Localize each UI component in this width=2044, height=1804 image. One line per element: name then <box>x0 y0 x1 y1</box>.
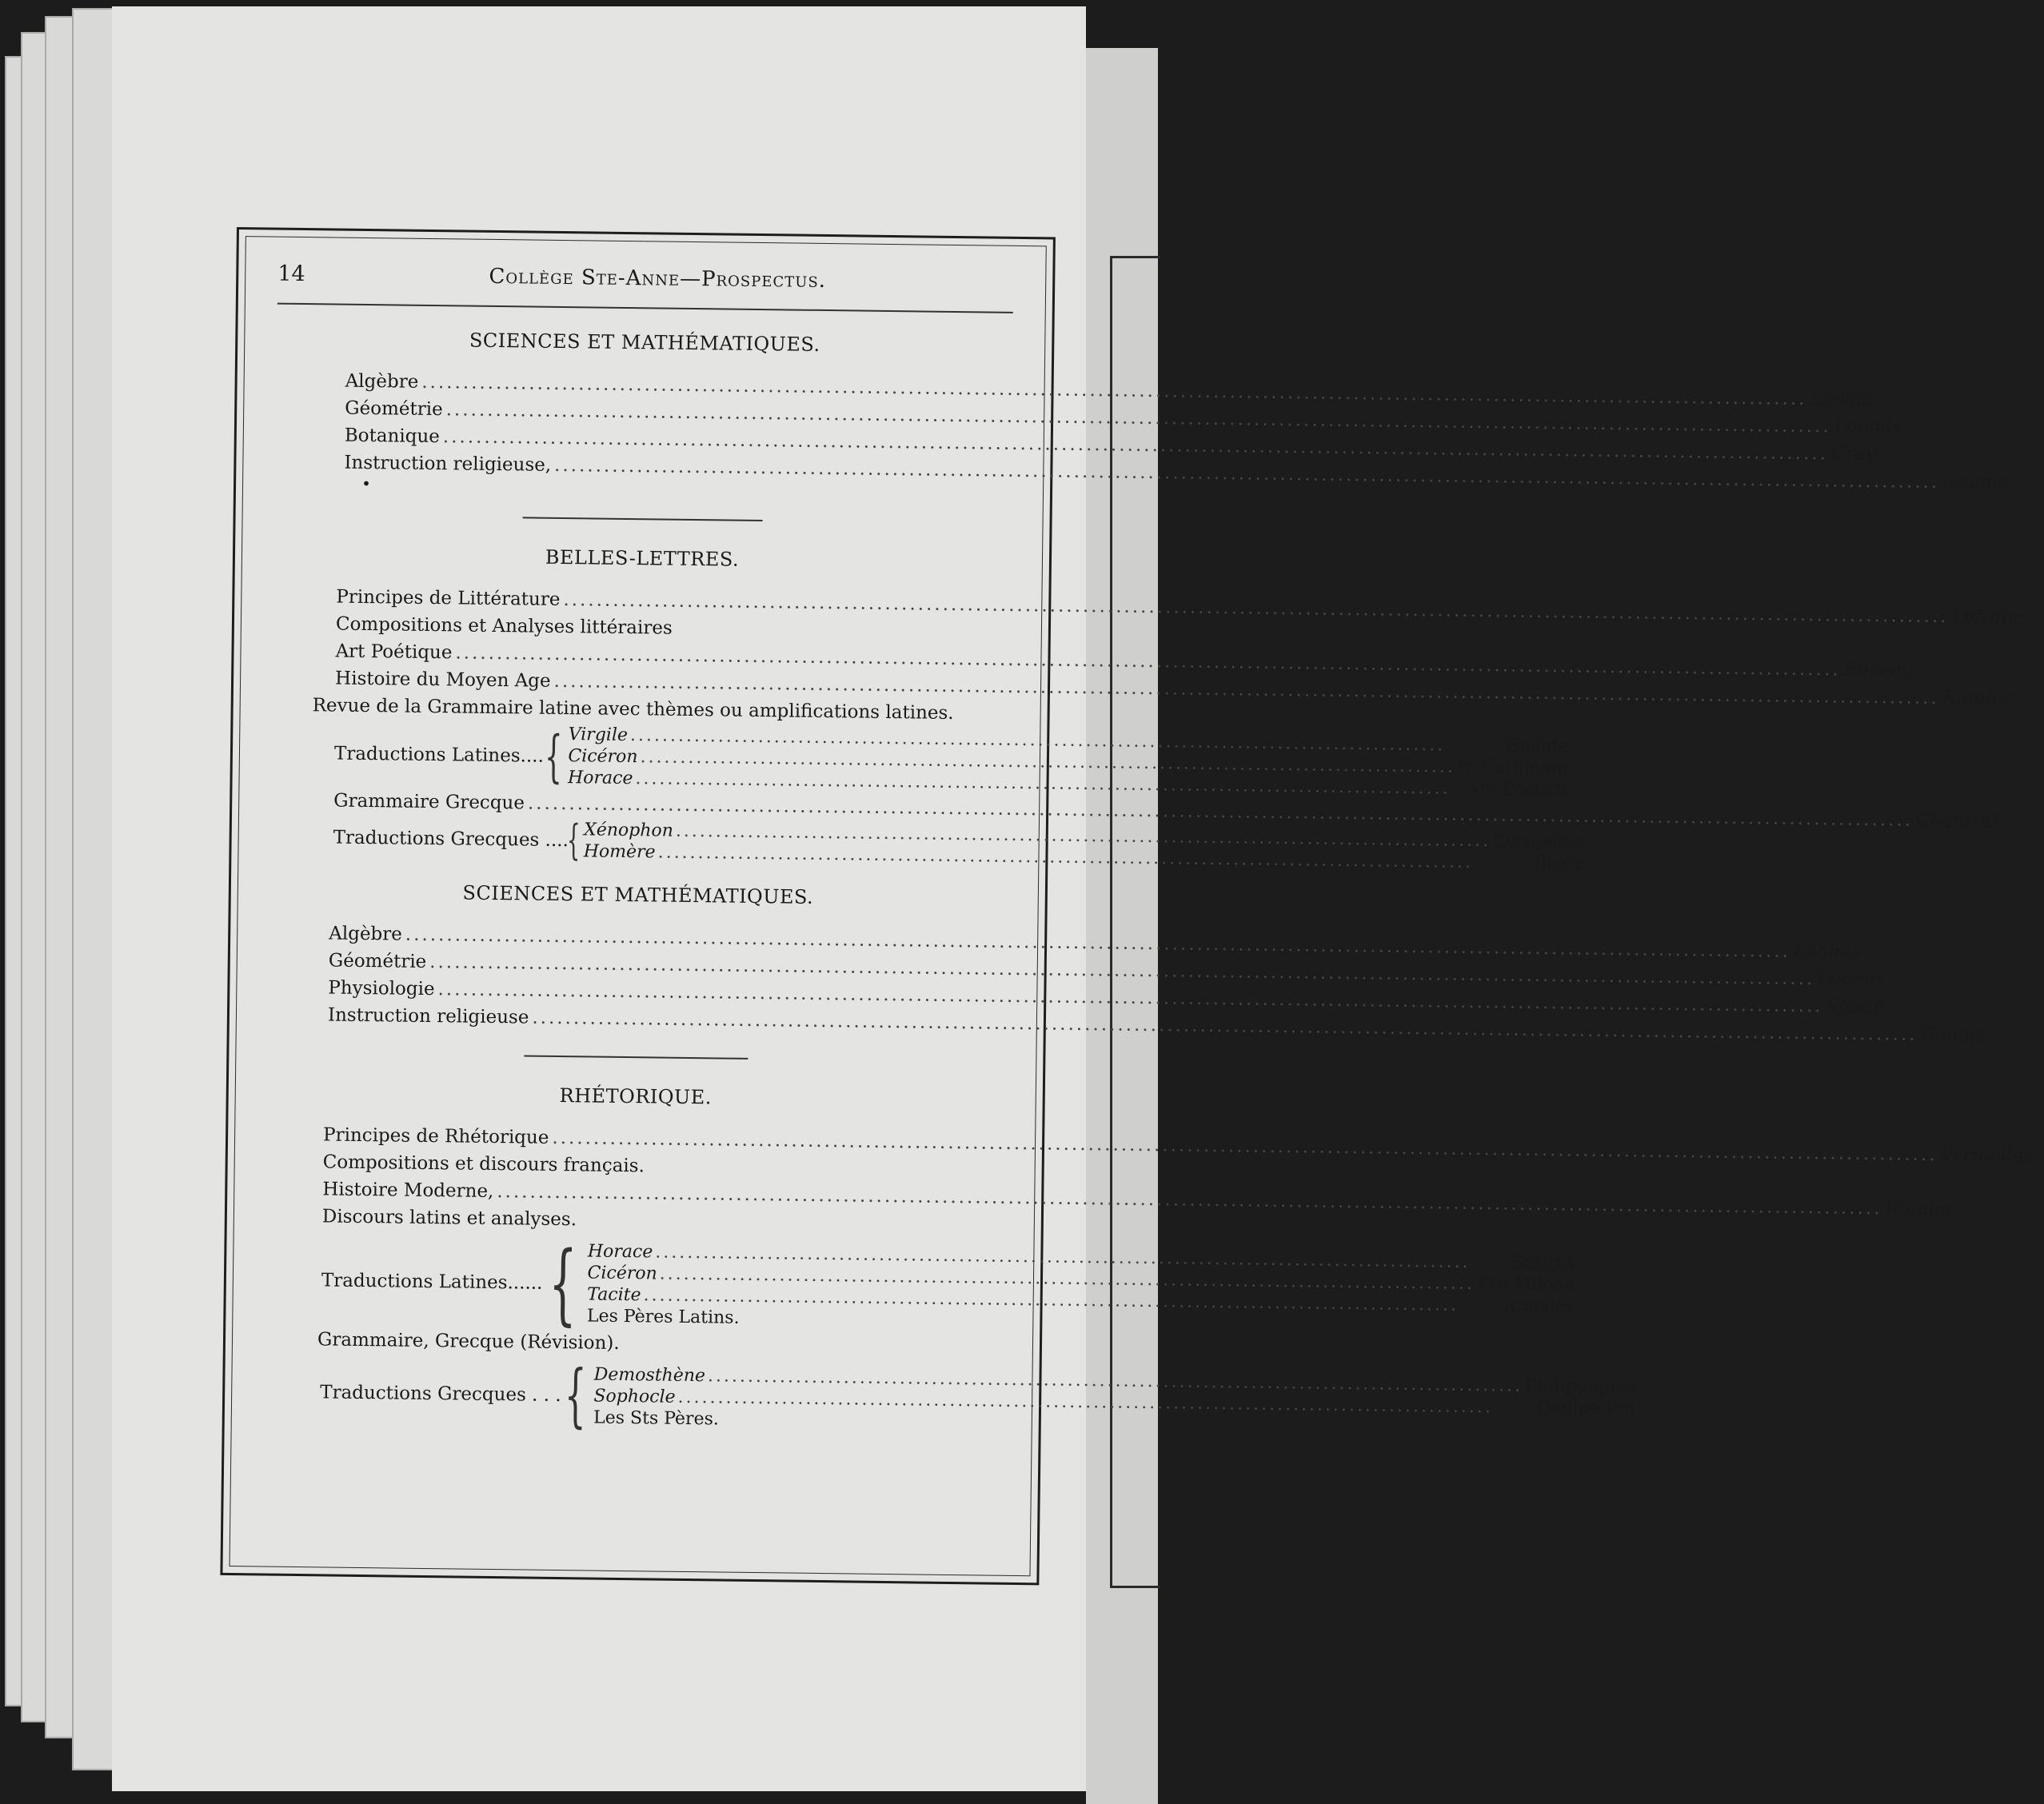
course-author: Lefranc <box>1951 606 2024 629</box>
translation-work: Satires <box>1511 1252 1576 1274</box>
latin-translations <box>321 1231 1576 1335</box>
section-title-sciences-2: SCIENCES ET MATHÉMATIQUES. <box>462 881 814 908</box>
translation-extra: Les Sts Pères. <box>593 1407 719 1429</box>
translation-work: Pro Milone <box>1476 1274 1575 1295</box>
translation-author: Horace <box>587 1241 653 1263</box>
translations-label: Traductions Latines.... <box>333 743 545 767</box>
section-divider <box>524 1055 748 1059</box>
section-sciences-2 <box>269 920 1987 1046</box>
course-author: Gaume <box>1920 1024 1987 1046</box>
greek-translations <box>333 816 1585 874</box>
section-title-sciences-1: SCIENCES ET MATHÉMATIQUES. <box>469 329 820 356</box>
section-sciences-1 <box>275 367 2009 499</box>
course-author: Chantrel <box>1915 809 1998 832</box>
translations-label: Traductions Grecques . . . <box>320 1382 561 1407</box>
course-author: Verniolles <box>1940 1144 2033 1167</box>
course-author: Steele <box>1826 996 1886 1018</box>
page-number: 14 <box>277 261 305 287</box>
course-label: Algèbre <box>345 370 419 393</box>
course-author: Loomis <box>1793 940 1862 963</box>
course-label: Instruction religieuse <box>327 1004 529 1028</box>
section-title-belles-lettres: BELLES-LETTRES. <box>545 545 740 571</box>
course-row: Discours latins et analyses. <box>321 1206 577 1231</box>
course-label: Grammaire Grecque <box>333 790 525 814</box>
translation-list <box>568 724 1568 800</box>
course-label: Botanique <box>344 425 441 448</box>
course-label: Histoire Moderne, <box>322 1179 494 1203</box>
course-label: Instruction religieuse, <box>344 452 552 476</box>
translation-author: Xénophon <box>583 820 674 841</box>
brace: { <box>563 1355 587 1436</box>
translation-author: Horace <box>567 768 633 789</box>
translations-label: Traductions Grecques .... <box>333 827 569 852</box>
header-rule <box>277 303 1013 313</box>
course-author: Loomis <box>1818 968 1886 991</box>
stray-mark: • <box>361 473 372 494</box>
translation-list <box>587 1240 1575 1339</box>
course-label: Géométrie <box>345 397 443 421</box>
page-border-inner <box>230 236 2033 1576</box>
translation-work: Philippiques <box>1525 1375 1636 1397</box>
course-author: Riquier <box>1885 1198 1954 1220</box>
section-title-rhetorique: RHÉTORIQUE. <box>559 1084 713 1109</box>
translation-author: Virgile <box>568 724 629 746</box>
translation-author: Sophocle <box>593 1386 676 1407</box>
page-content <box>262 261 2033 1559</box>
section-divider <box>523 517 763 521</box>
translation-author: Cicéron <box>568 746 638 768</box>
latin-translations <box>333 721 1569 800</box>
translation-work: Iliade <box>1533 852 1585 874</box>
translation-list <box>593 1363 1635 1441</box>
course-author: Loomis <box>1810 389 1878 411</box>
course-row: Grammaire, Grecque (Révision). <box>317 1329 620 1354</box>
translation-extra: Les Pères Latins. <box>586 1306 740 1328</box>
running-title: Collège Ste-Anne—Prospectus. <box>489 264 827 293</box>
page-border <box>220 227 2033 1585</box>
course-label: Histoire du Moyen Age <box>334 668 551 692</box>
translation-author: Cicéron <box>587 1263 657 1284</box>
translation-work: Oedipe Roi <box>1536 1397 1635 1419</box>
course-row: Compositions et discours français. <box>322 1151 645 1177</box>
translation-author: Homère <box>583 841 656 863</box>
course-label: Géométrie <box>328 950 427 972</box>
translation-author: Demosthène <box>593 1364 706 1386</box>
translation-work: Énéide <box>1506 736 1569 757</box>
course-label: Art Poétique <box>335 641 453 664</box>
course-label: Algèbre <box>329 923 403 945</box>
section-rhetorique <box>264 1121 2033 1436</box>
brace: { <box>544 723 563 789</box>
course-author: Boileau <box>1843 659 1914 681</box>
course-author: Gaume <box>1942 472 2009 494</box>
greek-translations <box>320 1355 1636 1436</box>
translation-work: Annales <box>1503 1295 1575 1317</box>
course-author: Riquier <box>1942 688 2012 710</box>
running-header <box>277 261 1013 305</box>
course-row: Revue de la Grammaire latine avec thèmes ou amplifications latines. <box>312 695 954 724</box>
course-label: Principes de Littérature <box>336 586 561 610</box>
translations-label: Traductions Latines...... <box>321 1270 543 1294</box>
translation-work: Ars Poetica <box>1467 778 1568 800</box>
course-row: Compositions et Analyses littéraires <box>335 613 673 639</box>
course-label: Physiologie <box>328 977 435 1000</box>
course-author: Loomis <box>1834 416 1902 438</box>
translation-work: Cyropédie <box>1492 831 1585 852</box>
course-label: Principes de Rhétorique <box>322 1124 549 1148</box>
brace: { <box>566 816 581 865</box>
section-belles-lettres <box>270 583 2024 874</box>
translation-work: In Catilinam <box>1457 756 1568 779</box>
translation-author: Tacite <box>587 1284 641 1306</box>
course-author: Gray <box>1830 443 1877 465</box>
brace: { <box>548 1231 577 1335</box>
